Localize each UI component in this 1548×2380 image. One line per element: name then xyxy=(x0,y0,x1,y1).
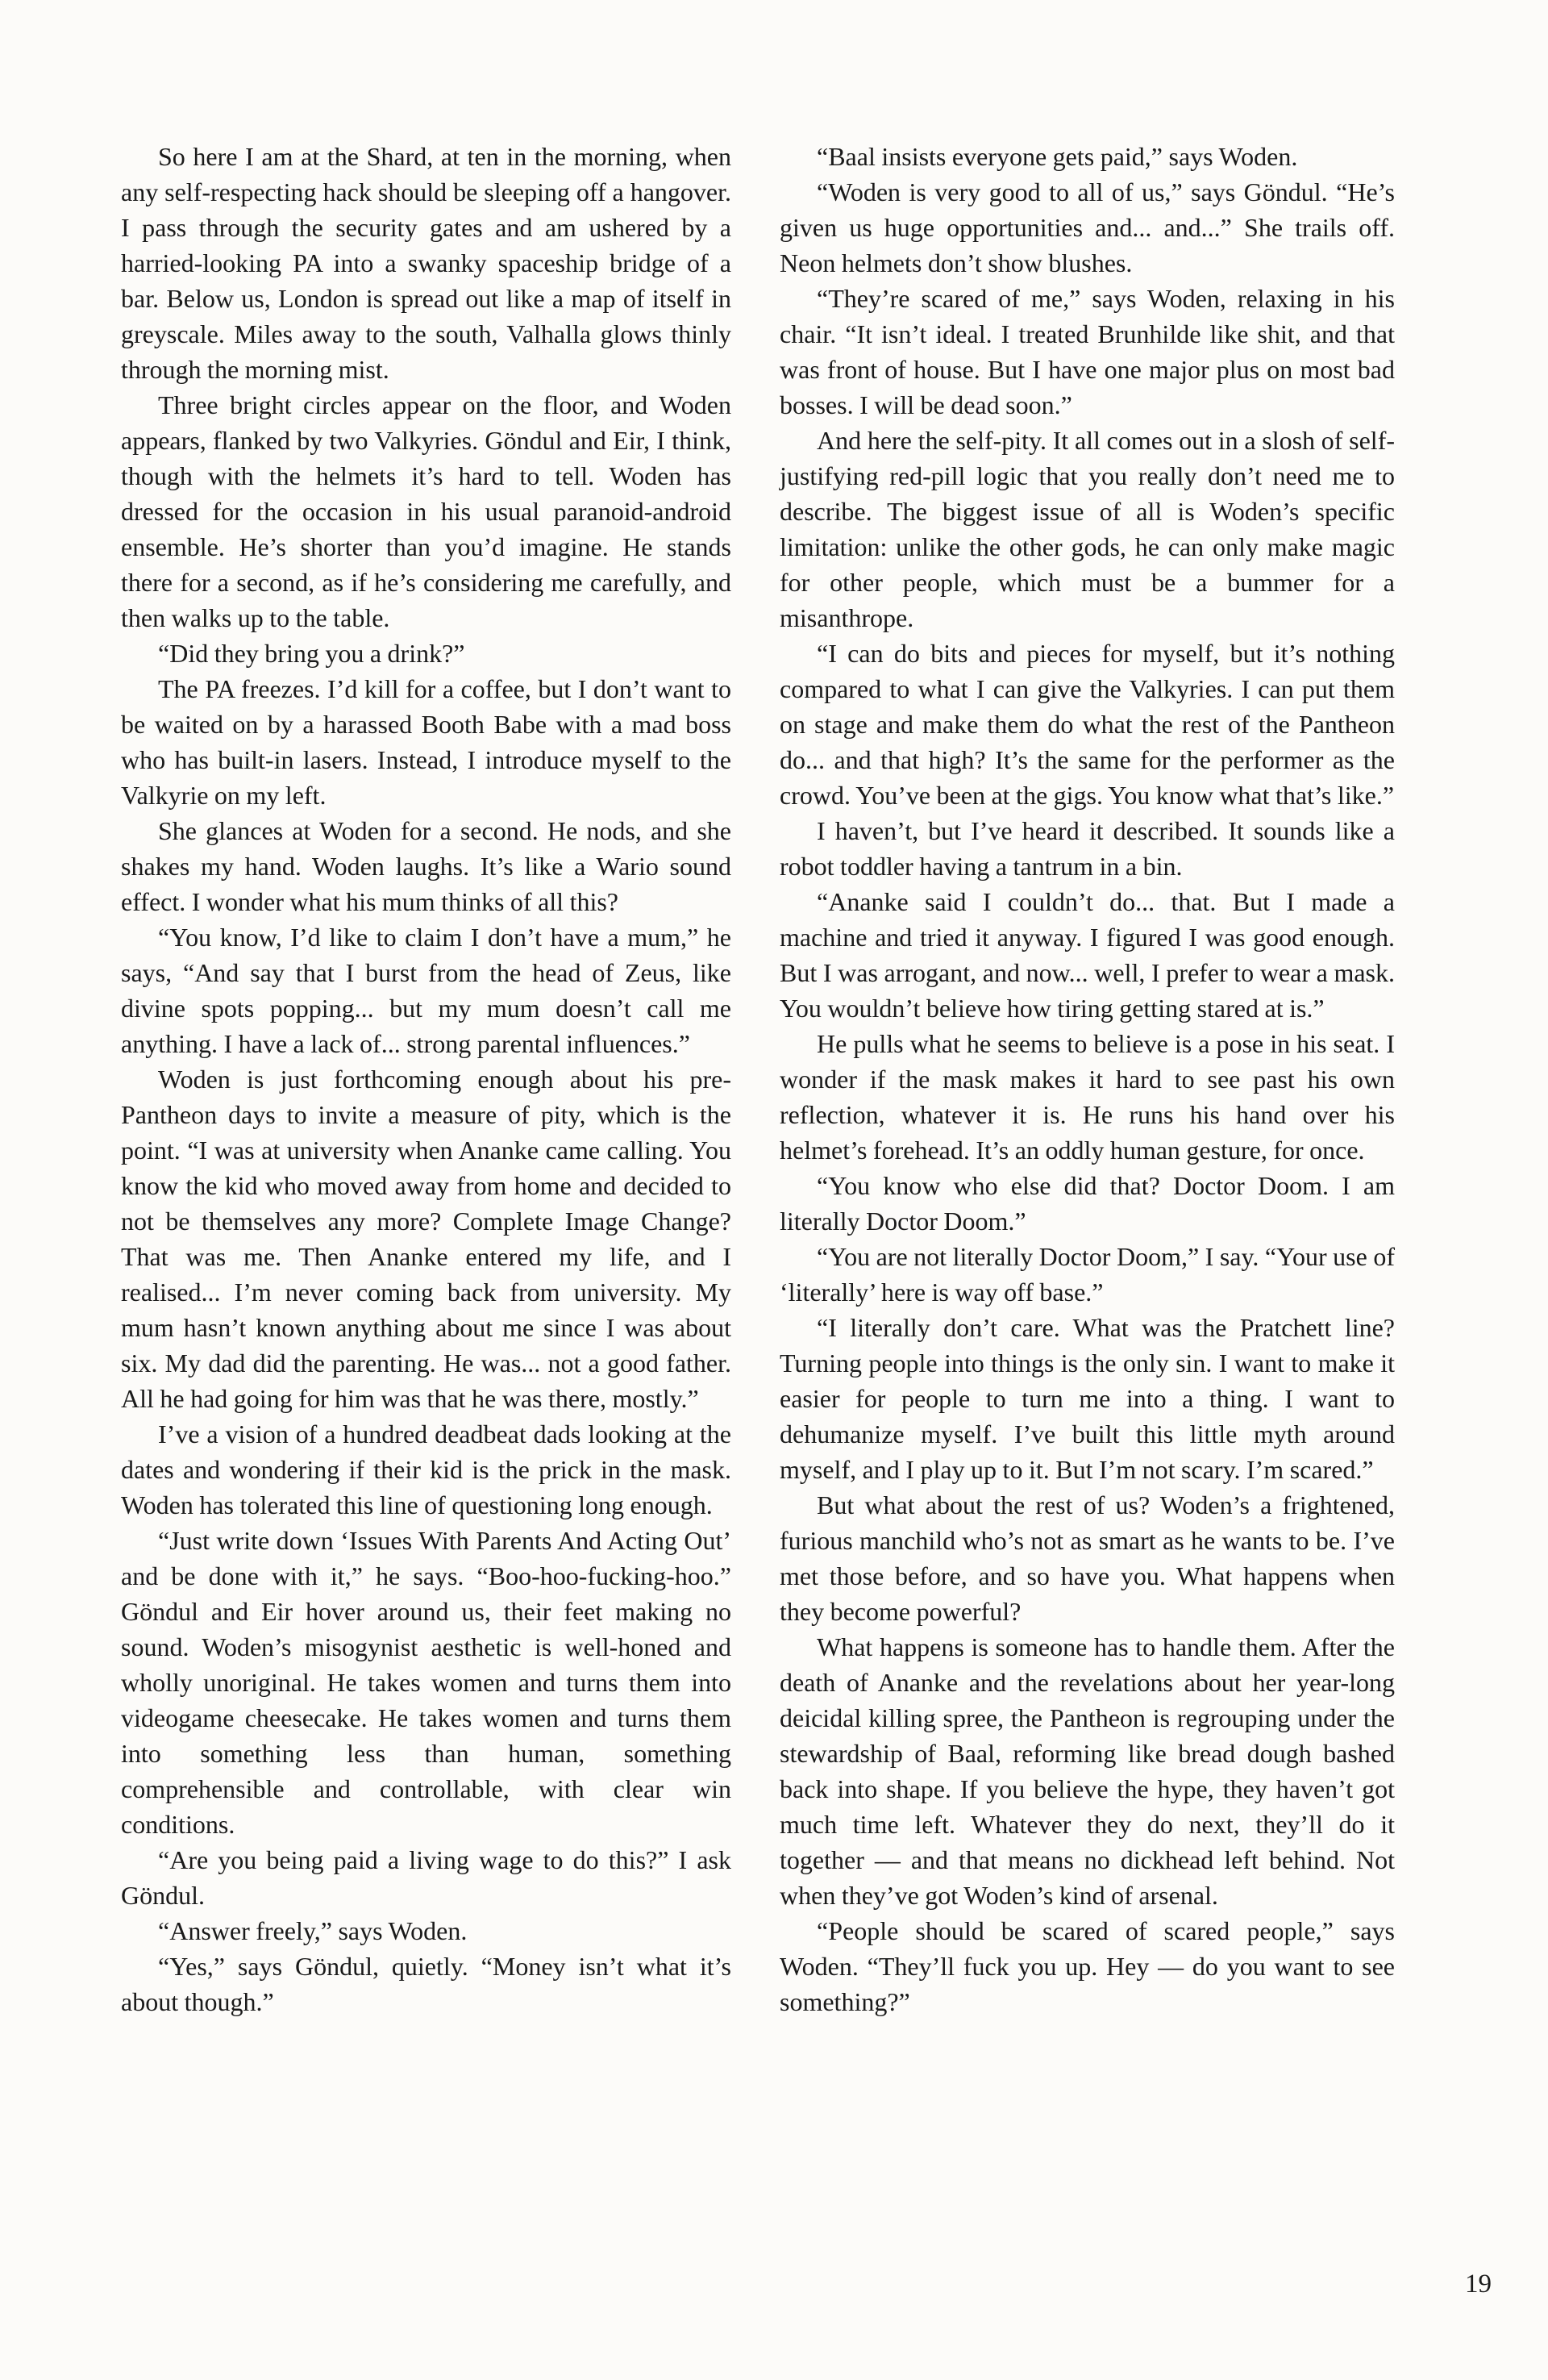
paragraph: “People should be scared of scared people,” says Woden. “They’ll fuck you up. Hey — do you want to see something?” xyxy=(780,1916,1395,2016)
paragraph: “You know who else did that? Doctor Doom. I am literally Doctor Doom.” xyxy=(780,1171,1395,1236)
paragraph: “Woden is very good to all of us,” says Göndul. “He’s given us huge opportunities and... and...” She trails off. Neon helmets don’t show blushes. xyxy=(780,177,1395,277)
page-number: 19 xyxy=(1465,2270,1492,2299)
paragraph: “Yes,” says Göndul, quietly. “Money isn’t what it’s about though.” xyxy=(121,1952,731,2016)
paragraph: The PA freezes. I’d kill for a coffee, but I don’t want to be waited on by a harassed Booth Babe with a mad boss who has built-in lasers. Instead, I introduce myself to the Valkyrie on my left. xyxy=(121,674,731,810)
paragraph: “Ananke said I couldn’t do... that. But I made a machine and tried it anyway. I figured I was good enough. But I was arrogant, and now... well, I prefer to wear a mask. You wouldn’t believe how tiring getting stared at is.” xyxy=(780,887,1395,1023)
paragraph: “Are you being paid a living wage to do this?” I ask Göndul. xyxy=(121,1845,731,1910)
paragraph: “You are not literally Doctor Doom,” I say. “Your use of ‘literally’ here is way off base.” xyxy=(780,1242,1395,1307)
text-column-left xyxy=(121,139,731,2019)
paragraph: “Just write down ‘Issues With Parents And Acting Out’ and be done with it,” he says. “Boo-hoo-fucking-hoo.” Göndul and Eir hover around us, their feet making no sound. Woden’s misogynist aesthetic is well-honed and wholly unoriginal. He takes women and turns them into videogame cheesecake. He takes women and turns them into something less than human, something comprehensible and controllable, with clear win conditions. xyxy=(121,1526,731,1839)
paragraph: He pulls what he seems to believe is a pose in his seat. I wonder if the mask makes it hard to see past his own reflection, whatever it is. He runs his hand over his helmet’s forehead. It’s an oddly human gesture, for once. xyxy=(780,1029,1395,1165)
paragraph: “Did they bring you a drink?” xyxy=(158,639,465,668)
paragraph: And here the self-pity. It all comes out in a slosh of self-justifying red-pill logic that you really don’t need me to describe. The biggest issue of all is Woden’s specific limitation: unlike the other gods, he can only make magic for other people, which must be a bummer for a misanthrope. xyxy=(780,426,1395,632)
paragraph: Three bright circles appear on the floor, and Woden appears, flanked by two Valkyries. Göndul and Eir, I think, though with the helmets it’s hard to tell. Woden has dressed for the occasion in his usual paranoid-android ensemble. He’s shorter than you’d imagine. He stands there for a second, as if he’s considering me carefully, and then walks up to the table. xyxy=(121,390,731,632)
paragraph: “I literally don’t care. What was the Pratchett line? Turning people into things is the only sin. I want to make it easier for people to turn me into a thing. I want to dehumanize myself. I’ve built this little myth around myself, and I play up to it. But I’m not scary. I’m scared.” xyxy=(780,1313,1395,1484)
paragraph: What happens is someone has to handle them. After the death of Ananke and the revelations about her year-long deicidal killing spree, the Pantheon is regrouping under the stewardship of Baal, reforming like bread dough bashed back into shape. If you believe the hype, they haven’t got much time left. Whatever they do next, they’ll do it together — and that means no dickhead left behind. Not when they’ve got Woden’s kind of arsenal. xyxy=(780,1632,1395,1910)
paragraph: But what about the rest of us? Woden’s a frightened, furious manchild who’s not as smart as he wants to be. I’ve met those before, and so have you. What happens when they become powerful? xyxy=(780,1490,1395,1626)
paragraph: I haven’t, but I’ve heard it described. It sounds like a robot toddler having a tantrum in a bin. xyxy=(780,816,1395,881)
paragraph: Woden is just forthcoming enough about his pre-Pantheon days to invite a measure of pity, which is the point. “I was at university when Ananke came calling. You know the kid who moved away from home and decided to not be themselves any more? Complete Image Change? That was me. Then Ananke entered my life, and I realised... I’m never coming back from university. My mum hasn’t known anything about me since I was about six. My dad did the parenting. He was... not a good father. All he had going for him was that he was there, mostly.” xyxy=(121,1065,731,1413)
paragraph: “They’re scared of me,” says Woden, relaxing in his chair. “It isn’t ideal. I treated Brunhilde like shit, and that was front of house. But I have one major plus on most bad bosses. I will be dead soon.” xyxy=(780,284,1395,419)
paragraph: She glances at Woden for a second. He nods, and she shakes my hand. Woden laughs. It’s like a Wario sound effect. I wonder what his mum thinks of all this? xyxy=(121,816,731,916)
paragraph: “I can do bits and pieces for myself, but it’s nothing compared to what I can give the Valkyries. I can put them on stage and make them do what the rest of the Pantheon do... and that high? It’s the same for the performer as the crowd. You’ve been at the gigs. You know what that’s like.” xyxy=(780,639,1395,810)
paragraph: “You know, I’d like to claim I don’t have a mum,” he says, “And say that I burst from the head of Zeus, like divine spots popping... but my mum doesn’t call me anything. I have a lack of... strong parental influences.” xyxy=(121,923,731,1058)
paragraph: So here I am at the Shard, at ten in the morning, when any self-respecting hack should be sleeping off a hangover. I pass through the security gates and am ushered by a harried-looking PA into a swanky spaceship bridge of a bar. Below us, London is spread out like a map of itself in greyscale. Miles away to the south, Valhalla glows thinly through the morning mist. xyxy=(121,142,731,384)
text-column-right xyxy=(780,139,1395,2019)
paragraph: I’ve a vision of a hundred deadbeat dads looking at the dates and wondering if their kid is the prick in the mask. Woden has tolerated this line of questioning long enough. xyxy=(121,1419,731,1519)
paragraph: “Answer freely,” says Woden. xyxy=(158,1916,468,1945)
paragraph: “Baal insists everyone gets paid,” says Woden. xyxy=(817,142,1298,171)
